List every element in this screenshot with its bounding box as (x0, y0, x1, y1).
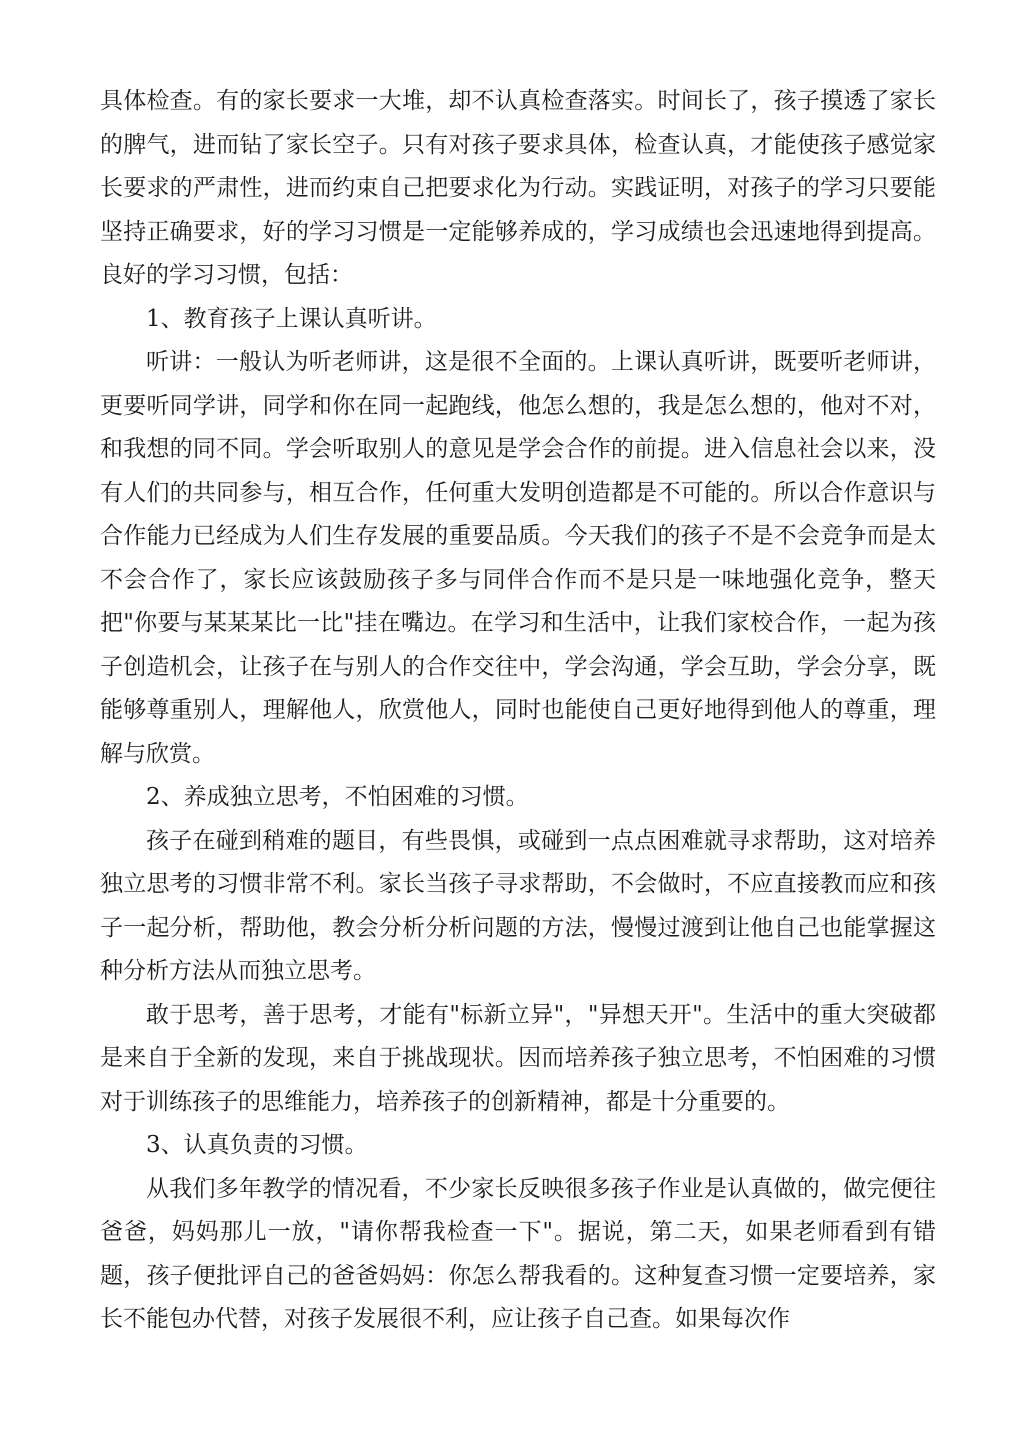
paragraph-continued: 具体检查。有的家长要求一大堆，却不认真检查落实。时间长了，孩子摸透了家长的脾气，进而钻了家长空子。只有对孩子要求具体，检查认真，才能使孩子感觉家长要求的严肃性，进而约束自己把要求化为行动。实践证明，对孩子的学习只要能坚持正确要求，好的学习习惯是一定能够养成的，学习成绩也会迅速地得到提高。良好的学习习惯，包括： (100, 88, 936, 288)
paragraph-responsibility: 从我们多年教学的情况看，不少家长反映很多孩子作业是认真做的，做完便往爸爸，妈妈那儿一放，"请你帮我检查一下"。据说，第二天，如果老师看到有错题，孩子便批评自己的爸爸妈妈：你怎么帮我看的。这种复查习惯一定要培养，家长不能包办代替，对孩子发展很不利，应让孩子自己查。如果每次作 (100, 1175, 936, 1332)
section-heading-1: 1、教育孩子上课认真听讲。 (146, 305, 437, 332)
document-body (100, 80, 936, 1342)
paragraph-independent-thinking: 孩子在碰到稍难的题目，有些畏惧，或碰到一点点困难就寻求帮助，这对培养独立思考的习惯非常不利。家长当孩子寻求帮助，不会做时，不应直接教而应和孩子一起分析，帮助他，教会分析分析问题的方法，慢慢过渡到让他自己也能掌握这种分析方法从而独立思考。 (100, 827, 936, 984)
section-heading-3: 3、认真负责的习惯。 (146, 1132, 368, 1158)
paragraph-listening: 听讲：一般认为听老师讲，这是很不全面的。上课认真听讲，既要听老师讲，更要听同学讲，同学和你在同一起跑线，他怎么想的，我是怎么想的，他对不对，和我想的同不同。学会听取别人的意见是学会合作的前提。进入信息社会以来，没有人们的共同参与，相互合作，任何重大发明创造都是不可能的。所以合作意识与合作能力已经成为人们生存发展的重要品质。今天我们的孩子不是不会竞争而是太不会合作了，家长应该鼓励孩子多与同伴合作而不是只是一味地强化竞争，整天把"你要与某某某比一比"挂在嘴边。在学习和生活中，让我们家校合作，一起为孩子创造机会，让孩子在与别人的合作交往中，学会沟通，学会互助，学会分享，既能够尊重别人，理解他人，欣赏他人，同时也能使自己更好地得到他人的尊重，理解与欣赏。 (100, 349, 936, 767)
paragraph-dare-to-think: 敢于思考，善于思考，才能有"标新立异"，"异想天开"。生活中的重大突破都是来自于全新的发现，来自于挑战现状。因而培养孩子独立思考，不怕困难的习惯对于训练孩子的思维能力，培养孩子的创新精神，都是十分重要的。 (100, 1001, 936, 1115)
section-heading-2: 2、养成独立思考，不怕困难的习惯。 (146, 784, 529, 810)
